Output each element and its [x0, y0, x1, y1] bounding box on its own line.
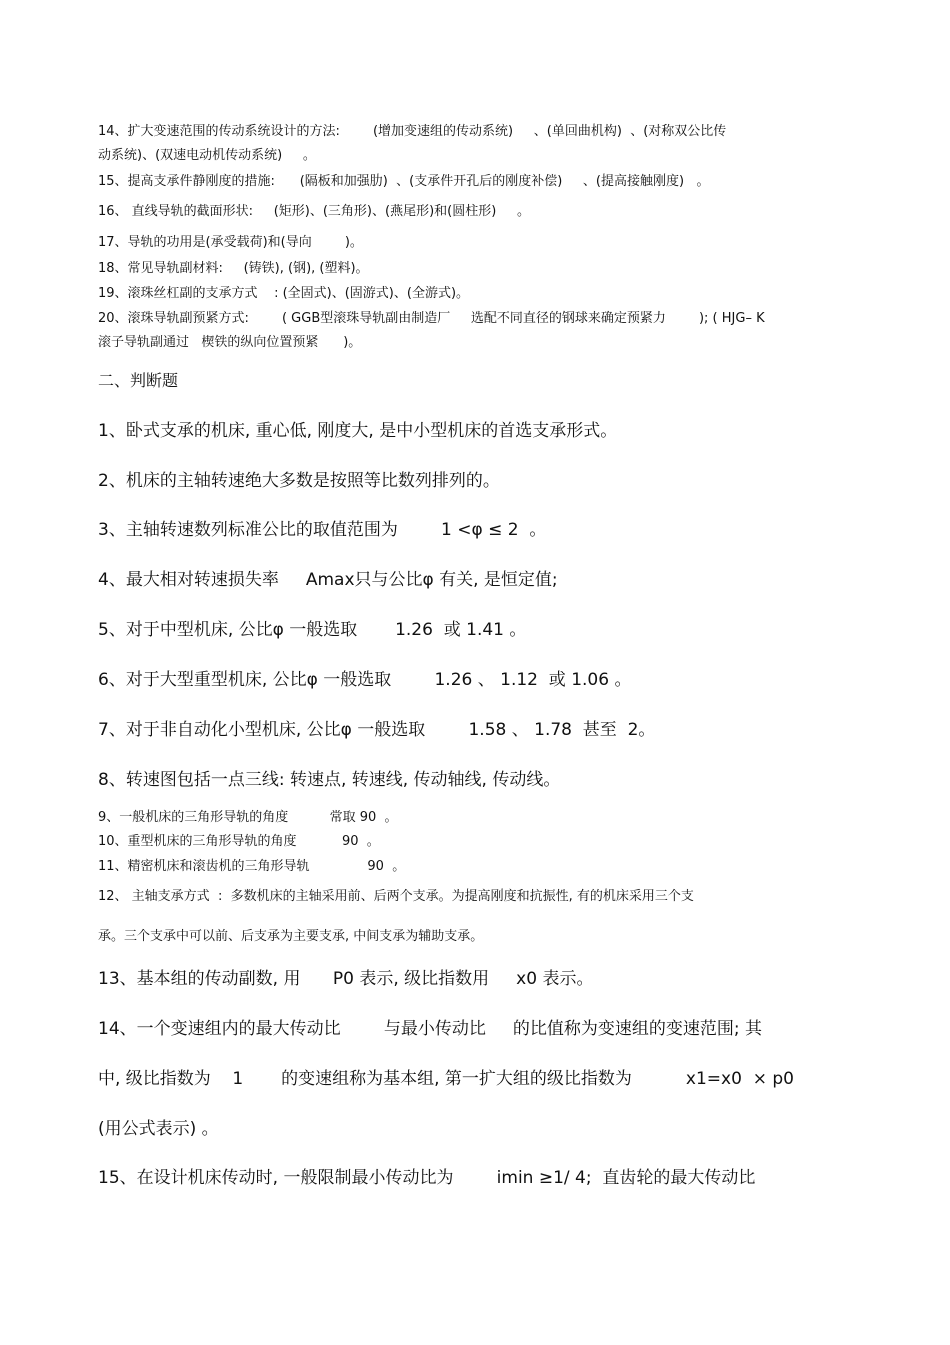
true-false-item-14-line3: (用公式表示) 。 [98, 1119, 219, 1139]
true-false-item-10: 10、重型机床的三角形导轨的角度 90 。 [98, 834, 380, 849]
true-false-item-3: 3、主轴转速数列标准公比的取值范围为 1 <φ ≤ 2 。 [98, 520, 547, 540]
true-false-item-1: 1、卧式支承的机床, 重心低, 刚度大, 是中小型机床的首选支承形式。 [98, 421, 618, 441]
true-false-item-4: 4、最大相对转速损失率 Amax只与公比φ 有关, 是恒定值; [98, 570, 558, 590]
true-false-item-7: 7、对于非自动化小型机床, 公比φ 一般选取 1.58 、 1.78 甚至 2。 [98, 720, 656, 740]
fill-blank-item-15: 15、提高支承件静刚度的措施: (隔板和加强肋) 、(支承件开孔后的刚度补偿) 、(提高接触刚度) 。 [98, 174, 710, 189]
fill-blank-item-19: 19、滚珠丝杠副的支承方式 : (全固式)、(固游式)、(全游式)。 [98, 286, 470, 301]
true-false-item-13: 13、基本组的传动副数, 用 P0 表示, 级比指数用 x0 表示。 [98, 969, 594, 989]
true-false-item-11: 11、精密机床和滚齿机的三角形导轨 90 。 [98, 859, 406, 874]
true-false-item-6: 6、对于大型重型机床, 公比φ 一般选取 1.26 、 1.12 或 1.06 。 [98, 670, 632, 690]
true-false-item-2: 2、机床的主轴转速绝大多数是按照等比数列排列的。 [98, 471, 500, 491]
true-false-item-12-line1: 12、 主轴支承方式 : 多数机床的主轴采用前、后两个支承。为提高刚度和抗振性, 有的机床采用三个支 [98, 889, 694, 904]
fill-blank-item-20-line2: 滚子导轨副通过 楔铁的纵向位置预紧 )。 [98, 335, 362, 350]
true-false-item-5: 5、对于中型机床, 公比φ 一般选取 1.26 或 1.41 。 [98, 620, 527, 640]
true-false-item-14-line2: 中, 级比指数为 1 的变速组称为基本组, 第一扩大组的级比指数为 x1=x0 × p0 [98, 1069, 794, 1089]
fill-blank-item-14-line1: 14、扩大变速范围的传动系统设计的方法: (增加变速组的传动系统) 、(单回曲机构) 、(对称双公比传 [98, 124, 727, 139]
fill-blank-item-17: 17、导轨的功用是(承受载荷)和(导向 )。 [98, 235, 363, 250]
true-false-item-12-line2: 承。三个支承中可以前、后支承为主要支承, 中间支承为辅助支承。 [98, 929, 484, 944]
true-false-item-9: 9、一般机床的三角形导轨的角度 常取 90 。 [98, 810, 398, 825]
true-false-item-14-line1: 14、一个变速组内的最大传动比 与最小传动比 的比值称为变速组的变速范围; 其 [98, 1019, 763, 1039]
fill-blank-item-20-line1: 20、滚珠导轨副预紧方式: ( GGB型滚珠导轨副由制造厂 选配不同直径的钢球来确定预紧力 ); ( HJG– K [98, 311, 765, 326]
fill-blank-item-18: 18、常见导轨副材料: (铸铁), (钢), (塑料)。 [98, 261, 369, 276]
fill-blank-item-16: 16、 直线导轨的截面形状: (矩形)、(三角形)、(燕尾形)和(圆柱形) 。 [98, 204, 530, 219]
section-heading-true-false: 二、判断题 [98, 371, 179, 390]
fill-blank-item-14-line2: 动系统)、(双速电动机传动系统) 。 [98, 148, 316, 163]
true-false-item-15: 15、在设计机床传动时, 一般限制最小传动比为 imin ≥1/ 4; 直齿轮的最大传动比 [98, 1168, 756, 1188]
true-false-item-8: 8、转速图包括一点三线: 转速点, 转速线, 传动轴线, 传动线。 [98, 770, 561, 790]
